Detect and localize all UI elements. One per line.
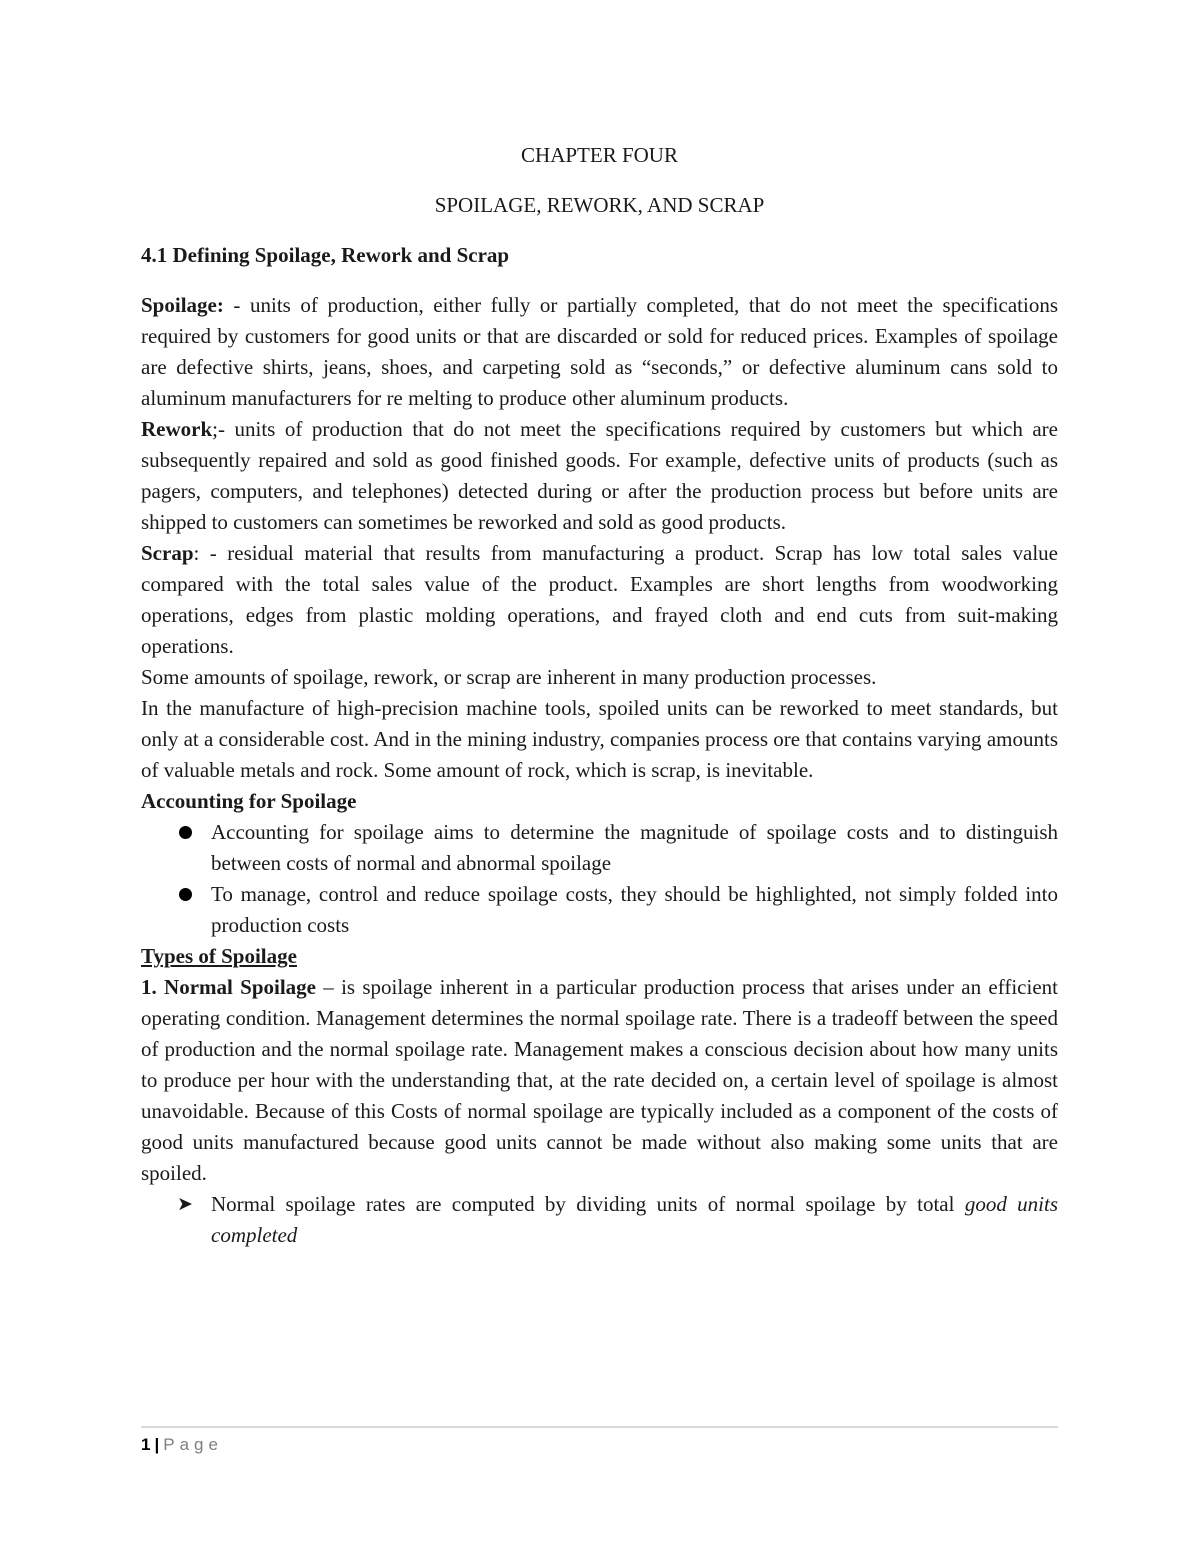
bullet-text: Accounting for spoilage aims to determine the magnitude of spoilage costs and to distinguish between costs of normal and abnormal spoilage	[211, 820, 1058, 875]
bullet-icon	[179, 826, 192, 839]
inherent-paragraph: Some amounts of spoilage, rework, or scrap are inherent in many production processes.	[141, 665, 877, 689]
normal-spoilage-paragraph	[141, 972, 1058, 1189]
spoilage-term: Spoilage:	[141, 293, 224, 317]
spoilage-definition	[141, 290, 1058, 414]
accounting-bullet-list	[141, 817, 1058, 941]
scrap-term: Scrap	[141, 541, 194, 565]
spoilage-text: - units of production, either fully or partially completed, that do not meet the specifications required by customers for good units or that are discarded or sold for reduced prices. Examples of spoilage are defective shirts, jeans, shoes, and carpeting sold as “seconds,” or defective aluminum cans sold to aluminum manufacturers for re melting to produce other aluminum products.	[141, 293, 1058, 410]
arrow-italic-text: good units completed	[211, 1192, 1058, 1247]
bullet-icon	[179, 888, 192, 901]
rework-definition	[141, 414, 1058, 538]
rework-text: ;- units of production that do not meet the specifications required by customers but which are subsequently repaired and sold as good finished goods. For example, defective units of products (such as pagers, computers, and telephones) detected during or after the production process but before units are shipped to customers can sometimes be reworked and sold as good products.	[141, 417, 1058, 534]
bullet-text: To manage, control and reduce spoilage costs, they should be highlighted, not simply folded into production costs	[211, 882, 1058, 937]
arrow-text: Normal spoilage rates are computed by dividing units of normal spoilage by total	[211, 1192, 965, 1216]
footer-separator: |	[154, 1435, 160, 1454]
footer-divider	[141, 1426, 1058, 1428]
machine-tools-paragraph: In the manufacture of high-precision machine tools, spoiled units can be reworked to meet standards, but only at a considerable cost. And in the mining industry, companies process ore that contains varying amounts of valuable metals and rock. Some amount of rock, which is scrap, is inevitable.	[141, 696, 1058, 782]
section-heading: 4.1 Defining Spoilage, Rework and Scrap	[141, 243, 510, 267]
list-item	[141, 1189, 1058, 1251]
page-footer	[141, 1433, 223, 1457]
accounting-heading: Accounting for Spoilage	[141, 789, 357, 813]
normal-spoilage-term: 1. Normal Spoilage	[141, 975, 316, 999]
chapter-title: SPOILAGE, REWORK, AND SCRAP	[434, 193, 765, 217]
arrow-list	[141, 1189, 1058, 1251]
scrap-definition	[141, 538, 1058, 662]
normal-spoilage-text: – is spoilage inherent in a particular production process that arises under an efficient operating condition. Management determines the normal spoilage rate. There is a tradeoff between the speed of production and the normal spoilage rate. Management makes a conscious decision about how many units to produce per hour with the understanding that, at the rate decided on, a certain level of spoilage is almost unavoidable. Because of this Costs of normal spoilage are typically included as a component of the costs of good units manufactured because good units cannot be made without also making some units that are spoiled.	[141, 975, 1058, 1185]
page-number: 1	[141, 1435, 151, 1454]
chapter-heading: CHAPTER FOUR	[521, 143, 678, 167]
list-item	[141, 817, 1058, 879]
types-heading: Types of Spoilage	[141, 944, 297, 968]
rework-term: Rework	[141, 417, 213, 441]
document-page	[141, 140, 1058, 1251]
list-item	[141, 879, 1058, 941]
scrap-text: : - residual material that results from manufacturing a product. Scrap has low total sales value compared with the total sales value of the product. Examples are short lengths from woodworking operations, edges from plastic molding operations, and frayed cloth and end cuts from suit-making operations.	[141, 541, 1058, 658]
page-label: Page	[163, 1435, 223, 1454]
arrowhead-right-icon: ➤	[177, 1193, 193, 1215]
